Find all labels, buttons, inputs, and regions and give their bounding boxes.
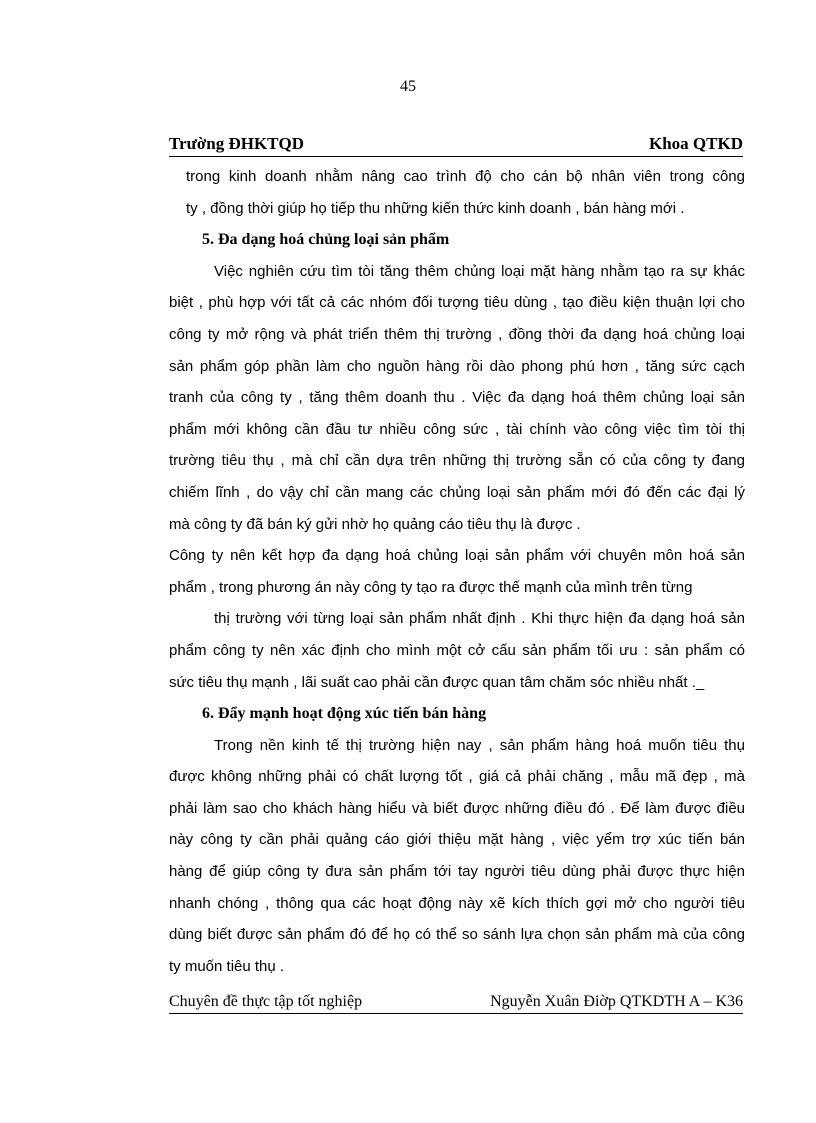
header-faculty: Khoa QTKD [649,134,743,153]
text-line: Trong nền kinh tế thị trường hiện nay , sản phẩm hàng hoá muốn tiêu thụ [214,736,745,754]
text-line: mà công ty đã bán ký gửi nhờ họ quảng cáo tiêu thụ là được . [169,515,581,533]
page-footer [169,993,743,1014]
text-line: sản phẩm góp phần làm cho nguồn hàng rồi dào phong phú hơn , tăng sức cạch [169,357,745,375]
footer-title: Chuyên đề thực tập tốt nghiệp [169,993,363,1010]
text-line: trong kinh doanh nhằm nâng cao trình độ cho cán bộ nhân viên trong công [186,168,745,185]
page-header [169,134,743,157]
text-line: được không những phải có chất lượng tốt , giá cả phải chăng , mẫu mã đẹp , mà [169,768,745,786]
text-line: ty , đồng thời giúp họ tiếp thu những kiến thức kinh doanh , bán hàng mới . [186,199,685,217]
text-line: biệt , phù hợp với tất cả các nhóm đối tượng tiêu dùng , tạo điều kiện thuận lợi cho [169,294,745,312]
page-number: 45 [400,78,416,95]
text-line: phải làm sao cho khách hàng hiểu và biết được những điều đó . Để làm được điều [169,799,745,817]
text-line: phẩm công ty nên xác định cho mình một cở cấu sản phẩm tối ưu : sản phẩm có [169,641,745,659]
text-line: sức tiêu thụ mạnh , lãi suất cao phải cần được quan tâm chăm sóc nhiều nhất ._ [169,673,705,691]
header-school: Trường ĐHKTQD [169,134,305,153]
text-line: Việc nghiên cứu tìm tòi tăng thêm chủng loại mặt hàng nhằm tạo ra sự khác [214,262,745,280]
text-line: ty muốn tiêu thụ . [169,957,285,975]
text-line: Công ty nên kết hợp đa dạng hoá chủng loại sản phẩm với chuyên môn hoá sản [169,547,745,565]
text-line: công ty mở rộng và phát triển thêm thị trường , đồng thời đa dạng hoá chủng loại [169,325,745,343]
text-line: phẩm , trong phương án này công ty tạo ra được thế mạnh của mình trên từng [169,578,693,596]
text-line: tranh của công ty , tăng thêm doanh thu . Việc đa dạng hoá thêm chủng loại sản [169,389,745,407]
text-line: chiếm lĩnh , do vậy chỉ cần mang các chủng loại sản phẩm mới đó đến các đại lý [169,483,745,501]
text-line: hàng để giúp công ty đưa sản phẩm tới tay người tiêu dùng phải được thực hiện [169,863,745,881]
body-text [169,161,745,982]
text-line: trường tiêu thụ , mà chỉ cần dựa trên những thị trường sẵn có của công ty đang [169,452,745,470]
text-line: dùng biết được sản phẩm đó để họ có thể so sánh lựa chọn sản phẩm mà của công [169,926,745,944]
footer-author: Nguyễn Xuân Điờp QTKDTH A – K36 [490,993,743,1010]
text-line: phẩm mới không cần đầu tư nhiều công sức , tài chính vào công việc tìm tòi thị [169,420,745,438]
text-line: này công ty cần phải quảng cáo giới thiệu mặt hàng , việc yểm trợ xúc tiến bán [169,831,745,849]
text-line: thị trường với từng loại sản phẩm nhất định . Khi thực hiện đa dạng hoá sản [214,610,745,628]
section-heading-6: 6. Đẩy mạnh hoạt động xúc tiến bán hàng [202,705,487,723]
section-heading-5: 5. Đa dạng hoá chủng loại sản phẩm [202,231,450,249]
text-line: nhanh chóng , thông qua các hoạt động này xẽ kích thích gợi mở cho người tiêu [169,894,745,912]
